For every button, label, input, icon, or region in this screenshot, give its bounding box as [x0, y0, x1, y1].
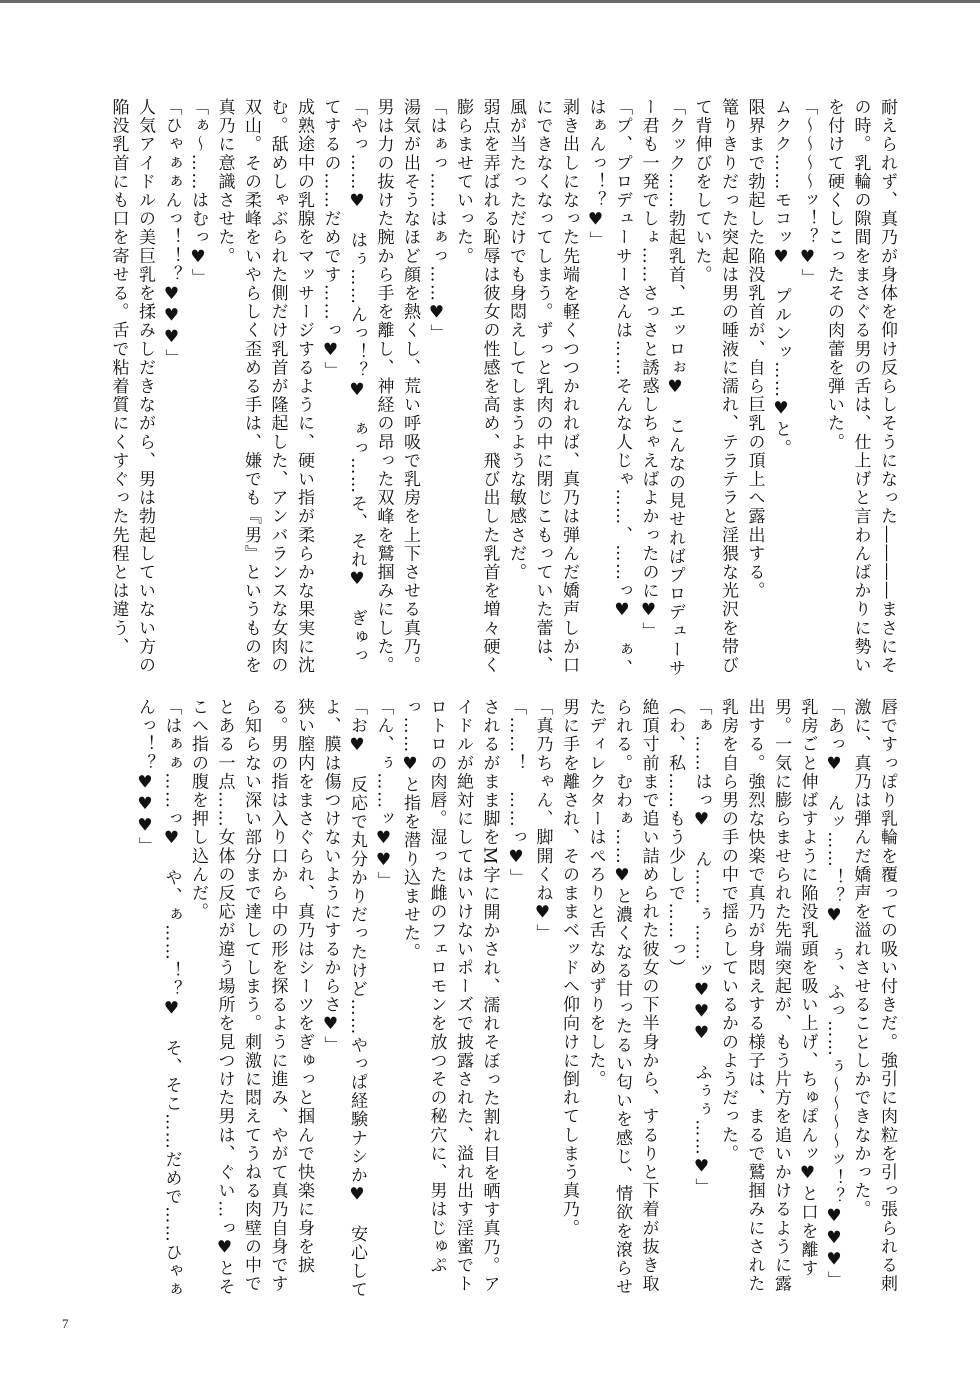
paragraph: 「ぁ……はっ♥ ん……ぅ……ッ♥♥♥ ふぅぅ……♥」: [691, 698, 712, 1197]
paragraph: 「ん、ぅ……ッ♥♥」: [373, 698, 394, 890]
paragraph: 「クック……勃起乳首、エッロぉ♥ こんなの見せればプロデューサー君も一発でしょ……さっさと誘惑しちゃえばよかったのに♥」: [638, 98, 685, 678]
paragraph: 「プ、プロデューサーさんは……そんな人じゃ……、……っ♥ ぁ、はぁんっ！？♥」: [585, 98, 632, 678]
paragraph: 耐えられず、真乃が身体を仰け反らしそうになった――――まさにその時。乳輪の隙間をまさぐる男の舌は、仕上げと言わんばかりに勢いを付けて硬くしこったその肉蕾を弾いた。: [824, 98, 897, 675]
paragraph: 成熟途中の乳腺をマッサージするように、硬い指が柔らかな果実に沈む。舐めしゃぶられた側だけ乳首が隆起した、アンバランスな女肉の双山。その柔峰をいやらしく歪める手は、嫌でも『男』というものを真乃に意識させた。: [214, 98, 314, 675]
paragraph: ムクク……モコッ♥ プルンッ……♥と。: [771, 98, 791, 458]
paragraph: されるがまま脚をM字に開かされ、濡れそぼった割れ目を晒す真乃。アイドルが絶対にしてはいけないポーズで披露された、溢れ出す淫蜜でトロトロの肉唇。湿った雌のフェロモンを放つその秘穴に、男はじゅぷっ……♥と指を潜り込ませた。: [400, 698, 500, 1294]
paragraph: 篭りきりだった突起は男の唾液に濡れ、テラテラと淫猥な光沢を帯びて背伸びをしていた。: [691, 98, 738, 675]
paragraph: 「真乃ちゃん、脚開くね♥」: [532, 698, 553, 943]
upper-text-block: [80, 98, 900, 680]
paragraph: 男に手を離され、そのままベッドへ仰向けに倒れてしまう真乃。: [559, 698, 579, 1238]
paragraph: 「……！ ……っ♥」: [506, 698, 526, 887]
paragraph: 「～～～～ッ！？♥」: [797, 98, 818, 287]
paragraph: 唇ですっぽり乳輪を覆っての吸い付きだ。強引に肉粒を引っ張られる刺激に、真乃は弾んだ嬌声を溢れさせることしかできなかった。: [850, 698, 897, 1294]
lower-text-block: [80, 698, 900, 1310]
paragraph: 「やっ……♥ はぅ……んっ！？♥ ぁっ……そ、それ♥ ぎゅってするの……だめです……っ♥」: [320, 98, 367, 665]
paragraph: 「ぁ～……はむっ♥」: [188, 98, 208, 287]
paragraph: 「あっ♥ んッ……！？♥ ぅ、ふっ……ぅ～～～～ッ！？♥♥♥」: [824, 698, 844, 1290]
page-number: 7: [62, 1316, 69, 1331]
paragraph: 絶頂寸前まで追い詰められた彼女の下半身から、するりと下着が抜き取られる。むわぁ……♥と濃くなる甘ったるい匂いを感じ、情欲を滾らせたディレクターはぺろりと舌なめずりをした。: [585, 698, 659, 1297]
paragraph: 湯気が出そうなほど顔を熱くし、荒い呼吸で乳房を上下させる真乃。男は力の抜けた腕から手を離し、神経の昂った双峰を鷲掴みにした。: [373, 98, 420, 675]
paragraph: （わ、私……もう少しで……っ）: [665, 698, 685, 977]
paragraph: 「はぁぁ……っ♥ や、ぁ……！？♥ そ、そこ……だめで……ひゃぁんっ！？♥♥♥」: [135, 698, 182, 1300]
paragraph: 「ひゃぁぁんっ！！？♥♥♥」: [161, 98, 182, 368]
paragraph: 狭い膣内をまさぐられ、真乃はシーツをぎゅっと掴んで快楽に身を捩る。男の指は入り口から中の形を探るように進み、やがて真乃自身ですら知らない深い部分まで達してしまう。刺激に悶えてうねる肉壁の中でとある一点……女体の反応が違う場所を見つけた男は、ぐい…っ♥とそこへ指の腹を押し込んだ。: [188, 698, 314, 1297]
paragraph: 「お♥ 反応で丸分かりだったけど……やっぱ経験ナシか♥ 安心してよ、膜は傷つけないようにするからさ♥」: [320, 698, 367, 1300]
paragraph: 限界まで勃起した陥没乳首が、自ら巨乳の頂上へ露出する。: [744, 98, 765, 601]
paragraph: 剥き出しになった先端を軽くつつかれれば、真乃は弾んだ嬌声しか口にできなくなってしまう。ずっと乳肉の中に閉じこもっていた蕾は、風が当たっただけでも身悶えしてしまうような敏感さだ。: [506, 98, 579, 675]
top-border-line: [0, 0, 980, 3]
paragraph: 人気アイドルの美巨乳を揉みしだきながら、男は勃起していない方の陥没乳首にも口を寄せる。舌で粘着質にくすぐった先程とは違う、: [108, 98, 155, 675]
paragraph: 弱点を弄ばれる恥辱は彼女の性感を高め、飛び出した乳首を増々硬く膨らませていった。: [453, 98, 500, 675]
paragraph: 「はぁっ……はぁっ……♥」: [426, 98, 447, 343]
paragraph: 乳房ごと伸ばすように陥没乳頭を吸い上げ、ちゅぽんッ♥と口を離す男。一気に膨らませられた先端突起が、もう片方を追いかけるように露出する。強烈な快楽で真乃が身悶えする様子は、まるで鷲掴みにされた乳房を自ら男の手の中で揺らしているかのようだった。: [718, 698, 818, 1294]
